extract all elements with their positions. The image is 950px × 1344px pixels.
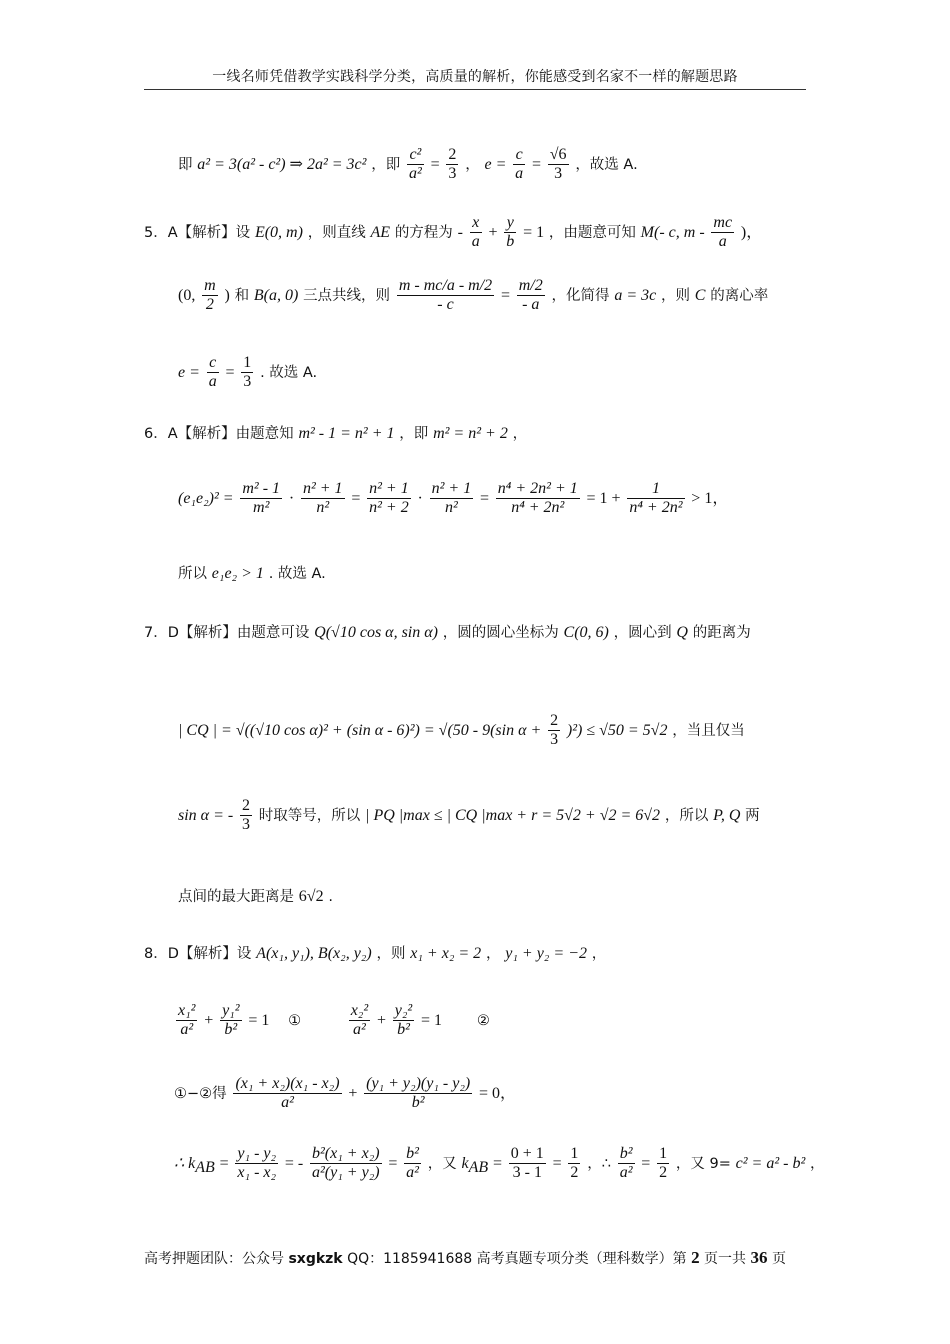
q5-l2-g: a = 3c	[614, 286, 657, 304]
q6-f3: $\frac{\text{n² + 1}}{\text{n² + 2}}$	[369, 480, 409, 517]
q6-line1	[144, 422, 527, 443]
q5-t10: )，	[740, 223, 763, 241]
q7-l3-e: P, Q	[713, 806, 741, 824]
q8-l4-eq4: =	[492, 1154, 502, 1172]
q5-l2-i: C	[694, 286, 706, 304]
q6-f4: $\frac{\text{n² + 1}}{\text{n²}}$	[431, 480, 472, 517]
q5-l2-e: 三点共线，则	[303, 287, 391, 304]
footer-sep: 页一共	[704, 1251, 747, 1267]
p4-line	[178, 146, 638, 184]
q6-f1: $\frac{\text{m² - 1}}{\text{m²}}$	[242, 480, 281, 517]
q8-e1-tag: ①	[288, 1012, 302, 1029]
q5-frac-y: $\frac{y}{b}$	[506, 214, 515, 251]
header-rule	[144, 89, 806, 90]
q8-l4-f6: $\frac{\text{b²}}{\text{a²}}$	[619, 1145, 633, 1182]
q5-frac-mc: $\frac{mc}{a}$	[713, 214, 733, 251]
q5-l3-end: . 故选 A.	[260, 364, 318, 381]
q8-l3-a: ①−②得	[174, 1085, 227, 1102]
q5-l2-frac: $\frac{m}{2}$	[204, 277, 216, 314]
q8-l4-f7: $\frac{1}{2}$	[659, 1145, 668, 1182]
q5-t5: -	[457, 223, 463, 241]
q8-t1: A(x₁, y₁), B(x₂, y₂)	[256, 945, 372, 962]
q5-t7: = 1	[523, 223, 545, 241]
q5-l2-bigfrac: $\frac{m - mc/a - m/2}{- c}$	[398, 277, 493, 314]
q8-l3-f1: $\frac{\text{(x₁ + x₂)(x₁ - x₂)}}{\text{a²}}$	[235, 1075, 340, 1112]
footer-brand: sxgkzk	[288, 1251, 343, 1267]
q5-t2: ，则直线	[307, 224, 366, 241]
q6-f2: $\frac{\text{n² + 1}}{\text{n²}}$	[302, 480, 343, 517]
p4-lead: 即	[178, 156, 193, 173]
q7-l4-a: 点间的最大距离是	[178, 889, 294, 905]
footer-total-pages: 36	[750, 1248, 768, 1267]
q5-l2-d: B(a, 0)	[253, 286, 299, 304]
q7-l3-d: ，所以	[664, 807, 709, 824]
footer-middle: 高考真题专项分类（理科数学）第	[476, 1251, 687, 1267]
q5-l3-frac2: $\frac{1}{3}$	[243, 354, 252, 391]
q5-t1: E(0, m)	[254, 223, 303, 241]
q5-l3-frac1: $\frac{c}{a}$	[208, 354, 217, 391]
q6-eqb: =	[479, 489, 490, 507]
q8-line1	[144, 942, 606, 963]
q8-t4: ，	[485, 946, 501, 962]
q7-t1: Q(√10 cos α, sin α)	[314, 624, 438, 641]
q8-l3-end: = 0，	[479, 1084, 517, 1102]
q8-l4-d: ，又 9=	[675, 1155, 731, 1172]
q7-line2	[178, 712, 745, 750]
footer-left: 高考押题团队：公众号	[144, 1251, 284, 1267]
q8-l4-f5: $\frac{1}{2}$	[570, 1145, 579, 1182]
footer-end: 页	[771, 1251, 786, 1267]
q5-t4: 的方程为	[394, 224, 453, 241]
footer-qq: QQ：1185941688	[347, 1251, 473, 1267]
p4-mid: ，即	[371, 156, 401, 173]
q7-l2-c: ，当且仅当	[672, 722, 745, 739]
q6-l2-a: (e₁e₂)² =	[178, 489, 234, 507]
q5-l2-c: 和	[234, 287, 250, 304]
q7-l3-c: | PQ |max ≤ | CQ |max + r = 5√2 + √2 = 6√2	[365, 806, 661, 824]
q7-t6: 的距离为	[692, 625, 751, 641]
q7-l2-frac: $\frac{2}{3}$	[550, 712, 559, 749]
p4-frac1: $\frac{\text{c²}}{\text{a²}}$	[409, 146, 422, 183]
page-footer	[144, 1248, 806, 1268]
q5-l3-a: e =	[178, 363, 200, 381]
q7-t2: ，圆的圆心坐标为	[442, 625, 559, 641]
q8-t2: ，则	[376, 946, 406, 962]
p4-end: ，故选 A.	[575, 156, 638, 173]
q8-e2-plus: +	[376, 1011, 386, 1029]
q8-l4-f1: $\frac{\text{y₁ - y₂}}{\text{x₁ - x₂}}$	[237, 1145, 277, 1182]
q8-l4-f3: $\frac{\text{b²}}{\text{a²}}$	[406, 1145, 419, 1182]
p4-eq2: =	[430, 155, 440, 173]
q6-eqa: =	[351, 489, 361, 507]
q6-f5: $\frac{\text{n⁴ + 2n² + 1}}{\text{n⁴ + 2n²}}$	[497, 480, 578, 517]
q8-e1-f2: $\frac{\text{y₁²}}{\text{b²}}$	[222, 1002, 240, 1039]
q8-number: 8．D【解析】设	[144, 946, 252, 962]
q5-t3: AE	[370, 223, 391, 241]
p4-comma: ，	[465, 156, 480, 173]
q6-gt: > 1，	[691, 489, 729, 507]
q6-line2	[178, 480, 728, 518]
q5-t8: ，由题意可知	[548, 224, 636, 241]
q8-t3: x₁ + x₂ = 2	[410, 945, 482, 962]
q7-line1	[144, 621, 751, 642]
q8-e1-f1: $\frac{\text{x₁²}}{\text{a²}}$	[178, 1002, 196, 1039]
q5-l2-h: ，则	[661, 287, 690, 304]
p4-e-lhs: e =	[484, 155, 507, 173]
q7-line4	[178, 885, 333, 906]
q6-line3	[178, 562, 326, 583]
q5-l2-f: ，化简得	[551, 287, 610, 304]
q6-dot2: ·	[417, 489, 423, 507]
q5-frac-x: $\frac{x}{a}$	[471, 214, 480, 251]
q6-t2: ，即	[399, 426, 429, 442]
q8-t6: ，	[591, 946, 607, 962]
header-title: 一线名师凭借教学实践科学分类，高质量的解析，你能感受到名家不一样的解题思路	[212, 69, 738, 85]
q5-t9: M(- c, m -	[640, 223, 705, 241]
q8-l4-eq1: =	[219, 1154, 229, 1172]
q6-t3: m² = n² + 2	[433, 425, 508, 442]
q7-l3-b: 时取等号，所以	[258, 807, 361, 824]
q5-l3-eq: =	[225, 363, 235, 381]
q7-t3: C(0, 6)	[563, 624, 609, 641]
q5-l2-b: )	[224, 286, 230, 304]
q8-line3	[174, 1075, 516, 1113]
q6-l3-c: . 故选 A.	[268, 566, 326, 582]
p4-eq3: =	[531, 155, 541, 173]
q7-line3	[178, 797, 760, 835]
q6-l3-b: e₁e₂ > 1	[211, 565, 264, 582]
q8-e2-tag: ②	[476, 1012, 490, 1029]
p4-frac4: $\frac{√6}{3}$	[549, 146, 567, 183]
q6-t1: m² - 1 = n² + 1	[298, 425, 395, 442]
q8-l4-f: ，	[810, 1155, 825, 1172]
q5-l2-a: (0,	[178, 286, 196, 304]
q8-l4-eq5: =	[552, 1154, 562, 1172]
q8-line2	[174, 1002, 490, 1040]
q7-l3-a: sin α = -	[178, 806, 234, 824]
q5-l2-j: 的离心率	[710, 287, 769, 304]
q8-l4-f2: $\frac{\text{b²(x₁ + x₂)}}{\text{a²(y₁ + y₂)}}$	[312, 1145, 380, 1182]
q8-e2-eq: = 1	[421, 1011, 443, 1029]
q5-l2-rfrac: $\frac{m/2}{- a}$	[518, 277, 543, 314]
q7-t4: ，圆心到	[613, 625, 672, 641]
q8-l4-f4: $\frac{0 + 1}{3 - 1}$	[510, 1145, 544, 1182]
q7-t5: Q	[676, 624, 688, 641]
q6-dot1: ·	[288, 489, 295, 507]
q5-line1	[144, 214, 762, 252]
q8-l4-e: c² = a² - b²	[735, 1154, 806, 1172]
footer-page-number: 2	[691, 1248, 700, 1267]
q5-l2-eq: =	[500, 286, 510, 304]
q6-t4: ，	[512, 426, 528, 442]
q8-l4-sub2: AB	[468, 1158, 489, 1176]
q8-t5: y₁ + y₂ = −2	[505, 945, 587, 962]
p4-frac3: $\frac{c}{a}$	[515, 146, 524, 183]
q8-e1-plus: +	[204, 1011, 214, 1029]
q6-l3-a: 所以	[178, 566, 207, 582]
q5-line3	[178, 354, 317, 392]
q6-eqc: = 1 +	[586, 489, 621, 507]
q8-line4	[174, 1145, 825, 1183]
q8-l4-eq2: = -	[284, 1154, 304, 1172]
q5-line2	[178, 277, 768, 315]
q7-l3-frac: $\frac{2}{3}$	[241, 797, 250, 834]
q5-t6: +	[488, 223, 498, 241]
p4-eq1: a² = 3(a² - c²) ⇒ 2a² = 3c²	[197, 155, 367, 173]
q8-e2-f2: $\frac{\text{y₂²}}{\text{b²}}$	[394, 1002, 413, 1039]
q8-l4-k2: k	[461, 1154, 469, 1172]
p4-frac2: $\frac{2}{3}$	[448, 146, 457, 183]
q6-f6: $\frac{1}{\text{n⁴ + 2n²}}$	[629, 480, 683, 517]
q7-l4-b: 6√2	[298, 888, 324, 905]
q8-l3-f2: $\frac{\text{(y₁ + y₂)(y₁ - y₂)}}{\text{b²}}$	[366, 1075, 471, 1112]
q8-l4-eq3: =	[388, 1154, 398, 1172]
q7-l2-b: )²) ≤ √50 = 5√2	[566, 721, 668, 739]
q8-e1-eq: = 1	[248, 1011, 270, 1029]
q8-e2-f1: $\frac{\text{x₂²}}{\text{a²}}$	[350, 1002, 369, 1039]
q8-l4-eq6: =	[641, 1154, 651, 1172]
q8-l3-plus: +	[348, 1084, 358, 1102]
q8-l4-c: ，∴	[587, 1155, 611, 1172]
q8-l4-sub: AB	[195, 1158, 215, 1176]
q8-l4-b: ，又	[427, 1155, 457, 1172]
q7-l4-c: .	[328, 889, 333, 905]
q7-number: 7．D【解析】由题意可设	[144, 625, 310, 641]
q7-l2-a: | CQ | = √((√10 cos α)² + (sin α - 6)²) = √(50 - 9(sin α +	[178, 721, 542, 739]
q7-l3-f: 两	[745, 807, 760, 824]
q8-l4-a: ∴ k	[174, 1154, 196, 1172]
q5-number: 5．A【解析】设	[144, 224, 251, 241]
q6-number: 6．A【解析】由题意知	[144, 426, 294, 442]
